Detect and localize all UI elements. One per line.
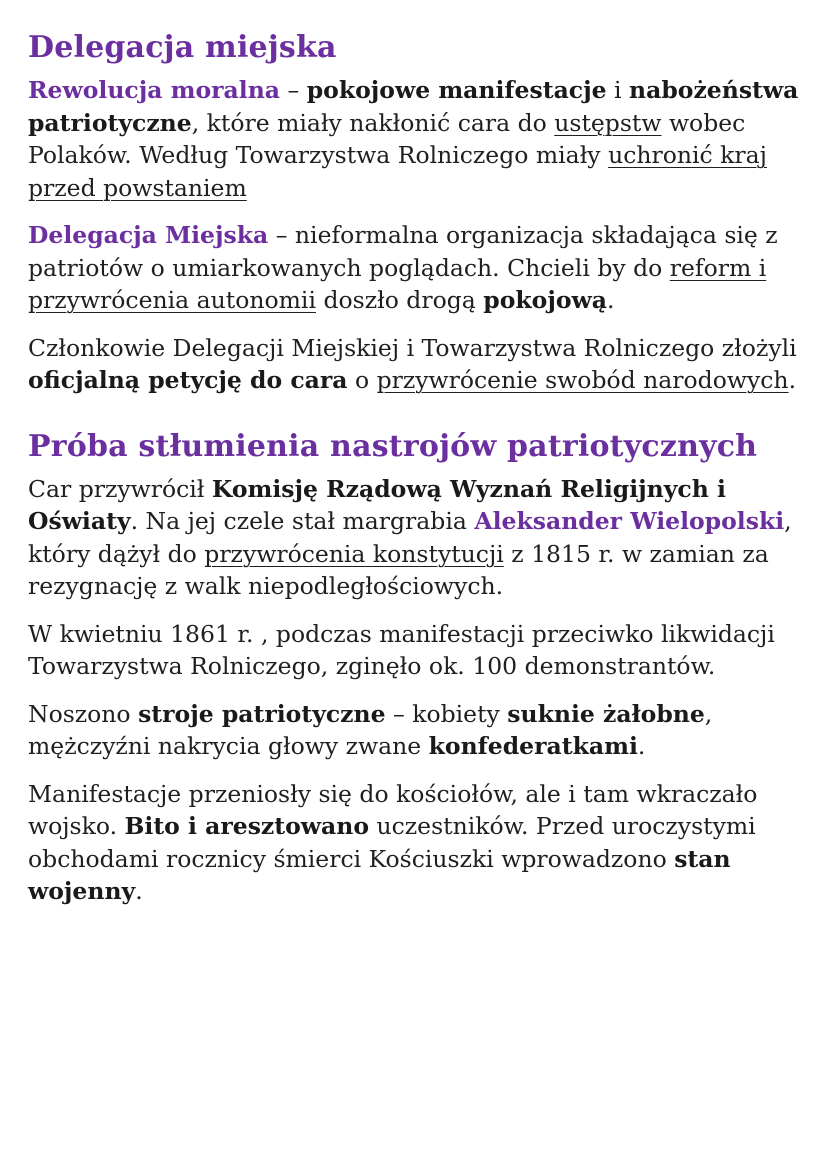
paragraph-stroje [28,698,806,763]
bold-komisja: Komisję Rządową Wyznań Religijnych i Oświaty [28,474,726,535]
text: . [637,732,646,760]
bold-pokojowe-manifestacje: pokojowe manifestacje [306,76,607,104]
underline-uchronic-kraj: uchronić kraj przed powstaniem [28,141,767,202]
bold-konfederatki: konfederatkami [428,732,638,760]
bold-stan-wojenny: stan wojenny [28,844,731,905]
underline-ustepstw: ustępstw [554,108,662,137]
paragraph-komisja [28,473,806,603]
bold-stroje: stroje patriotyczne [138,699,386,728]
section-title-delegacja: Delegacja miejska [28,30,337,65]
paragraph-petycja [28,332,806,397]
text: uczestników. Przed uroczystymi obchodami rocznicy śmierci Kościuszki wprowadzono [28,812,756,873]
text: , które miały nakłonić cara do [191,108,555,137]
bold-bito: Bito i aresztowano [124,812,370,840]
term-rewolucja-moralna: Rewolucja moralna [28,76,281,104]
text: . [606,286,615,314]
text: z 1815 r. w zamian za rezygnację z walk niepodległościowych. [28,539,769,600]
text: W kwietniu 1861 r. , podczas manifestacji przeciwko likwidacji Towarzystwa Rolniczego, zginęło ok. 100 demonstrantów. [28,619,775,680]
text: Car przywrócił [28,474,212,503]
text: , który dążył do [28,507,792,568]
bold-nabozenstwa: nabożeństwa patriotyczne [28,76,799,137]
text: Manifestacje przeniosły się do kościołów, ale i tam wkraczało wojsko. [28,779,758,840]
paragraph-rewolucja-moralna [28,74,806,204]
text: Członkowie Delegacji Miejskiej i Towarzystwa Rolniczego złożyli [28,333,797,362]
text: , mężczyźni nakrycia głowy zwane [28,699,713,760]
text: – nieformalna organizacja składająca się z patriotów o umiarkowanych poglądach. Chcieli by do [28,221,778,282]
underline-reform: reform i przywrócenia autonomii [28,253,767,314]
underline-swobod: przywrócenie swobód narodowych [376,366,789,394]
paragraph-koscioly [28,778,806,908]
bold-pokojowa: pokojową [483,286,607,314]
text: i [606,76,630,104]
underline-konstytucji: przywrócenia konstytucji [204,539,504,568]
term-delegacja-miejska: Delegacja Miejska [28,221,269,249]
paragraph-kwiecien [28,618,806,683]
text: . [135,877,143,905]
text: o [347,366,377,394]
paragraph-delegacja-miejska [28,219,806,317]
bold-suknie: suknie żałobne [507,699,705,728]
text: Noszono [28,699,139,728]
name-wielopolski: Aleksander Wielopolski [474,507,785,535]
text: – kobiety [385,699,508,728]
section-title-proba: Próba stłumienia nastrojów patriotycznych [28,428,758,464]
bold-petycja: oficjalną petycję do cara [28,366,348,394]
text: . [788,366,797,394]
text: . Na jej czele stał margrabia [130,507,475,535]
text: wobec Polaków. Według Towarzystwa Rolniczego miały [28,108,746,169]
text: doszło drogą [315,286,484,314]
text: – [280,76,307,104]
